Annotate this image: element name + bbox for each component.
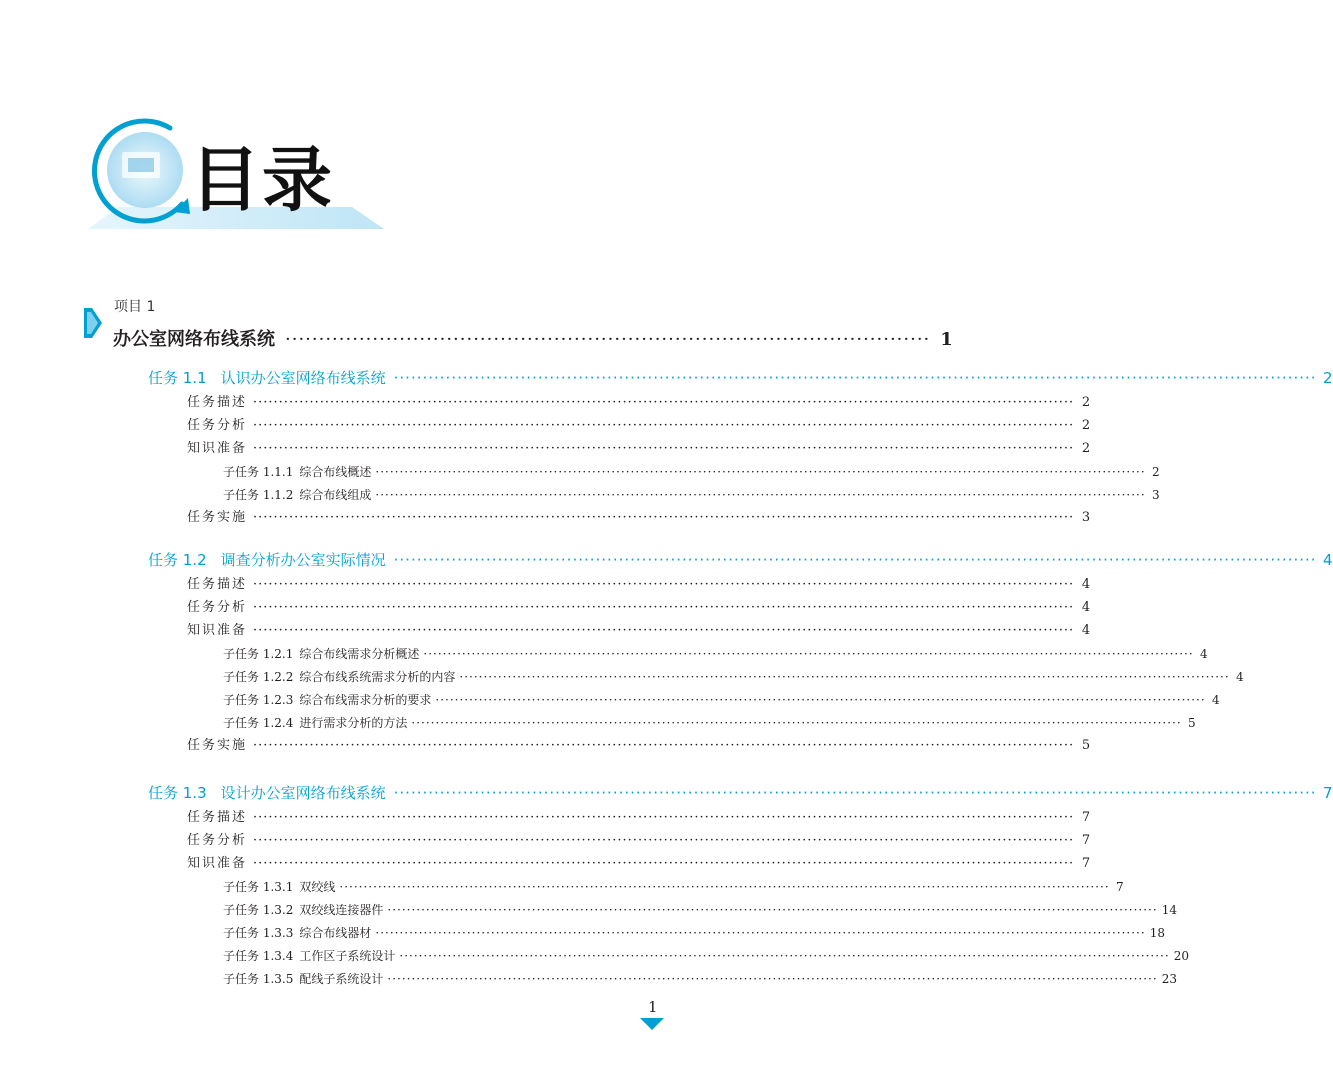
toc-entry-section[interactable] — [187, 440, 1091, 458]
subtask-code: 子任务 1.2.2 — [223, 670, 294, 684]
entry-title: 任务实施 — [187, 510, 248, 525]
leader-dots: ································································································································································ — [459, 670, 1230, 684]
leader-dots: ································································································································································ — [435, 693, 1206, 707]
entry-title: 任务描述 — [187, 810, 248, 825]
entry-title: 综合布线系统需求分析的内容 — [299, 670, 456, 684]
toc-entry-section[interactable] — [187, 832, 1091, 850]
toc-entry-task[interactable] — [148, 368, 1333, 388]
entry-title: 进行需求分析的方法 — [299, 716, 408, 730]
entry-title: 知识准备 — [187, 441, 248, 456]
task-title: 认识办公室网络布线系统 — [220, 369, 386, 387]
toc-entry-task[interactable] — [148, 550, 1333, 570]
leader-dots: ································································································································································ — [387, 903, 1158, 917]
subtask-code: 子任务 1.2.1 — [223, 647, 294, 661]
entry-page: 5 — [1188, 716, 1196, 730]
entry-page: 2 — [1081, 418, 1091, 433]
page-number: 1 — [648, 998, 658, 1016]
leader-dots: ································································································································································ — [253, 418, 1075, 433]
toc-entry-task[interactable] — [148, 783, 1333, 803]
entry-page: 4 — [1081, 600, 1091, 615]
leader-dots: ································································································································································ — [253, 600, 1075, 615]
entry-page: 4 — [1236, 670, 1244, 684]
entry-title: 工作区子系统设计 — [299, 949, 396, 963]
toc-entry-subtask[interactable] — [223, 714, 1196, 732]
entry-title: 知识准备 — [187, 856, 248, 871]
subtask-code: 子任务 1.3.2 — [223, 903, 294, 917]
leader-dots: ································································································································································ — [253, 577, 1075, 592]
entry-title: 双绞线 — [299, 880, 336, 894]
leader-dots: ································································································································································ — [253, 856, 1075, 871]
subtask-code: 子任务 1.2.4 — [223, 716, 294, 730]
entry-title: 任务分析 — [187, 600, 248, 615]
project-marker-icon — [84, 308, 104, 338]
leader-dots: ································································································································································ — [253, 623, 1075, 638]
toc-entry-section[interactable] — [187, 394, 1091, 412]
toc-entry-section[interactable] — [187, 509, 1091, 527]
entry-page: 5 — [1081, 738, 1091, 753]
toc-entry-section[interactable] — [187, 417, 1091, 435]
page-marker-icon — [640, 1018, 664, 1032]
leader-dots: ································································································································································ — [253, 395, 1075, 410]
leader-dots: ································································································································································ — [253, 738, 1075, 753]
leader-dots: ································································································································································ — [375, 488, 1146, 502]
subtask-code: 子任务 1.1.2 — [223, 488, 294, 502]
task-page: 7 — [1322, 784, 1333, 802]
entry-page: 4 — [1081, 577, 1091, 592]
entry-title: 任务分析 — [187, 418, 248, 433]
entry-title: 双绞线连接器件 — [299, 903, 384, 917]
task-number: 任务 1.2 — [148, 551, 207, 569]
entry-page: 4 — [1212, 693, 1220, 707]
toc-entry-section[interactable] — [187, 809, 1091, 827]
entry-title: 知识准备 — [187, 623, 248, 638]
entry-title: 任务描述 — [187, 577, 248, 592]
entry-page: 14 — [1161, 903, 1177, 917]
leader-dots: ································································································································································ — [387, 972, 1158, 986]
entry-page: 18 — [1149, 926, 1165, 940]
entry-title: 办公室网络布线系统 — [113, 329, 275, 350]
task-page: 4 — [1322, 551, 1333, 569]
toc-header — [0, 0, 800, 240]
subtask-code: 子任务 1.3.1 — [223, 880, 294, 894]
entry-page: 7 — [1081, 810, 1091, 825]
toc-entry-subtask[interactable] — [223, 947, 1189, 965]
leader-dots: ································································································································································ — [253, 510, 1075, 525]
leader-dots: ································································································································································ — [253, 833, 1075, 848]
leader-dots: ································································································································································ — [375, 465, 1146, 479]
leader-dots: ································································································································································ — [423, 647, 1194, 661]
entry-title: 综合布线需求分析的要求 — [299, 693, 432, 707]
entry-page: 3 — [1152, 488, 1160, 502]
toc-entry-section[interactable] — [187, 622, 1091, 640]
project-label: 项目 1 — [114, 299, 156, 315]
task-number: 任务 1.3 — [148, 784, 207, 802]
leader-dots: ································································································································································ — [375, 926, 1146, 940]
leader-dots: ································································································································································ — [339, 880, 1110, 894]
entry-page: 2 — [1081, 441, 1091, 456]
entry-title: 综合布线需求分析概述 — [299, 647, 420, 661]
leader-dots: ································································································································································ — [393, 551, 1317, 569]
entry-title: 综合布线器材 — [299, 926, 372, 940]
entry-page: 23 — [1161, 972, 1177, 986]
toc-entry-subtask[interactable] — [223, 878, 1124, 896]
toc-entry-subtask[interactable] — [223, 924, 1165, 942]
entry-title: 配线子系统设计 — [299, 972, 384, 986]
entry-page: 7 — [1081, 856, 1091, 871]
toc-entry-project[interactable] — [113, 328, 953, 352]
toc-entry-subtask[interactable] — [223, 486, 1160, 504]
entry-title: 任务分析 — [187, 833, 248, 848]
entry-title: 任务描述 — [187, 395, 248, 410]
entry-page: 7 — [1116, 880, 1124, 894]
leader-dots: ································································································································································ — [399, 949, 1170, 963]
leader-dots: ································································································································································ — [393, 369, 1317, 387]
subtask-code: 子任务 1.3.5 — [223, 972, 294, 986]
subtask-code: 子任务 1.3.3 — [223, 926, 294, 940]
entry-page: 2 — [1081, 395, 1091, 410]
toc-entry-subtask[interactable] — [223, 463, 1160, 481]
entry-title: 任务实施 — [187, 738, 248, 753]
leader-dots: ································································································································································ — [393, 784, 1317, 802]
entry-page: 1 — [940, 329, 953, 350]
toc-entry-section[interactable] — [187, 737, 1091, 755]
subtask-code: 子任务 1.3.4 — [223, 949, 294, 963]
leader-dots: ································································································································································ — [253, 441, 1075, 456]
entry-page: 7 — [1081, 833, 1091, 848]
task-title: 调查分析办公室实际情况 — [220, 551, 386, 569]
toc-entry-section[interactable] — [187, 855, 1091, 873]
toc-logo-graphic — [0, 0, 800, 240]
toc-entry-subtask[interactable] — [223, 668, 1244, 686]
task-number: 任务 1.1 — [148, 369, 207, 387]
entry-page: 2 — [1152, 465, 1160, 479]
toc-title: 目录 — [190, 139, 334, 221]
toc-entry-subtask[interactable] — [223, 691, 1220, 709]
subtask-code: 子任务 1.1.1 — [223, 465, 294, 479]
leader-dots: ································································································································································ — [253, 810, 1075, 825]
toc-entry-section[interactable] — [187, 576, 1091, 594]
toc-entry-subtask[interactable] — [223, 645, 1208, 663]
toc-entry-subtask[interactable] — [223, 970, 1177, 988]
leader-dots: ································································································ — [285, 329, 931, 350]
entry-page: 20 — [1173, 949, 1189, 963]
leader-dots: ································································································································································ — [411, 716, 1182, 730]
toc-entry-subtask[interactable] — [223, 901, 1177, 919]
subtask-code: 子任务 1.2.3 — [223, 693, 294, 707]
entry-title: 综合布线概述 — [299, 465, 372, 479]
task-page: 2 — [1322, 369, 1333, 387]
entry-page: 4 — [1200, 647, 1208, 661]
entry-page: 4 — [1081, 623, 1091, 638]
toc-entry-section[interactable] — [187, 599, 1091, 617]
task-title: 设计办公室网络布线系统 — [220, 784, 386, 802]
entry-title: 综合布线组成 — [299, 488, 372, 502]
entry-page: 3 — [1081, 510, 1091, 525]
